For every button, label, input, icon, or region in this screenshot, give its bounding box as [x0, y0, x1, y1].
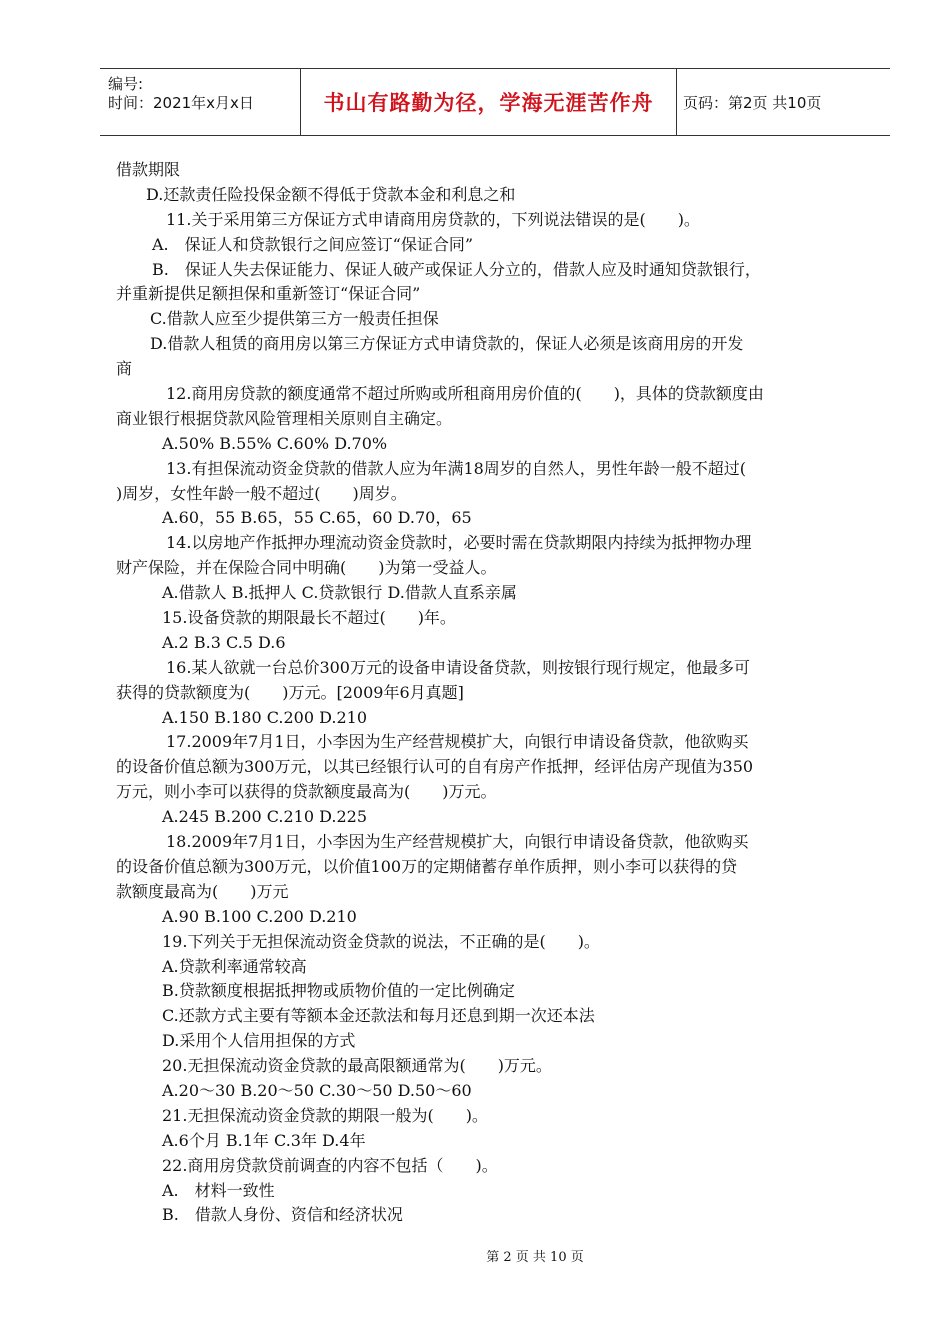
text-line: 商业银行根据贷款风险管理相关原则自主确定。: [116, 408, 453, 428]
option-line: C.借款人应至少提供第三方一般责任担保: [150, 309, 439, 329]
header-number-label: 编号:: [108, 75, 144, 93]
text-line: )周岁，女性年龄一般不超过( )周岁。: [116, 483, 407, 503]
question-line: 18.2009年7月1日，小李因为生产经营规模扩大，向银行申请设备贷款，他欲购买: [166, 832, 749, 852]
option-line: A.20～30 B.20～50 C.30～50 D.50～60: [162, 1080, 472, 1100]
option-line: A.借款人 B.抵押人 C.贷款银行 D.借款人直系亲属: [162, 583, 517, 603]
option-line: B. 借款人身份、资信和经济状况: [162, 1205, 403, 1225]
text-line: 万元，则小李可以获得的贷款额度最高为( )万元。: [116, 782, 497, 802]
question-line: 12.商用房贷款的额度通常不超过所购或所租商用房价值的( )，具体的贷款额度由: [166, 384, 764, 404]
page-header: [100, 68, 890, 136]
question-line: 17.2009年7月1日，小李因为生产经营规模扩大，向银行申请设备贷款，他欲购买: [166, 732, 749, 752]
question-line: 15.设备贷款的期限最长不超过( )年。: [162, 608, 456, 628]
question-line: 11.关于采用第三方保证方式申请商用房贷款的，下列说法错误的是( )。: [166, 209, 700, 229]
text-line: 财产保险，并在保险合同中明确( )为第一受益人。: [116, 558, 497, 578]
text-line: 款额度最高为( )万元: [116, 881, 289, 901]
page-footer: 第 2 页 共 10 页: [486, 1250, 584, 1265]
text-line: 获得的贷款额度为( )万元。[2009年6月真题]: [116, 682, 464, 702]
option-line: B. 保证人失去保证能力、保证人破产或保证人分立的，借款人应及时通知贷款银行，: [152, 259, 761, 279]
text-line: 的设备价值总额为300万元，以其已经银行认可的自有房产作抵押，经评估房产现值为350: [116, 757, 754, 777]
option-line: A.50% B.55% C.60% D.70%: [162, 433, 388, 453]
option-line: A.90 B.100 C.200 D.210: [162, 906, 357, 926]
document-body: [116, 158, 880, 1228]
option-line: D.采用个人信用担保的方式: [162, 1031, 356, 1051]
option-line: A.60，55 B.65，55 C.65，60 D.70，65: [162, 508, 472, 528]
header-meta-cell: [100, 69, 301, 135]
question-line: 13.有担保流动资金贷款的借款人应为年满18周岁的自然人，男性年龄一般不超过(: [166, 458, 747, 478]
option-line: A.2 B.3 C.5 D.6: [162, 632, 286, 652]
option-line: D.借款人租赁的商用房以第三方保证方式申请贷款的，保证人必须是该商用房的开发: [150, 334, 744, 354]
header-motto: 书山有路勤为径，学海无涯苦作舟: [323, 91, 654, 115]
option-line: D.还款责任险投保金额不得低于贷款本金和利息之和: [146, 184, 516, 204]
option-line: A.贷款利率通常较高: [162, 956, 307, 976]
text-line: 的设备价值总额为300万元，以价值100万的定期储蓄存单作质押，则小李可以获得的贷: [116, 856, 738, 876]
header-motto-cell: [301, 69, 677, 135]
question-line: 16.某人欲就一台总价300万元的设备申请设备贷款，则按银行现行规定，他最多可: [166, 657, 750, 677]
option-line: A.6个月 B.1年 C.3年 D.4年: [162, 1130, 366, 1150]
header-page-info: 页码：第2页 共10页: [683, 93, 822, 112]
question-line: 22.商用房贷款贷前调查的内容不包括（ )。: [162, 1155, 498, 1175]
option-line: B.贷款额度根据抵押物或质物价值的一定比例确定: [162, 981, 515, 1001]
option-line: A. 保证人和贷款银行之间应签订“保证合同”: [152, 234, 474, 254]
option-line: A.245 B.200 C.210 D.225: [162, 807, 367, 827]
text-line: 并重新提供足额担保和重新签订“保证合同”: [116, 284, 421, 304]
option-line: A. 材料一致性: [162, 1180, 275, 1200]
question-line: 21.无担保流动资金贷款的期限一般为( )。: [162, 1105, 488, 1125]
question-line: 14.以房地产作抵押办理流动资金贷款时，必要时需在贷款期限内持续为抵押物办理: [166, 533, 752, 553]
header-page-cell: [677, 69, 890, 135]
question-line: 19.下列关于无担保流动资金贷款的说法，不正确的是( )。: [162, 931, 600, 951]
text-line: 借款期限: [116, 160, 181, 179]
header-time-label: 时间：2021年x月x日: [108, 94, 254, 112]
text-line: 商: [116, 359, 133, 379]
question-line: 20.无担保流动资金贷款的最高限额通常为( )万元。: [162, 1056, 552, 1076]
option-line: A.150 B.180 C.200 D.210: [162, 707, 367, 727]
option-line: C.还款方式主要有等额本金还款法和每月还息到期一次还本法: [162, 1006, 595, 1026]
